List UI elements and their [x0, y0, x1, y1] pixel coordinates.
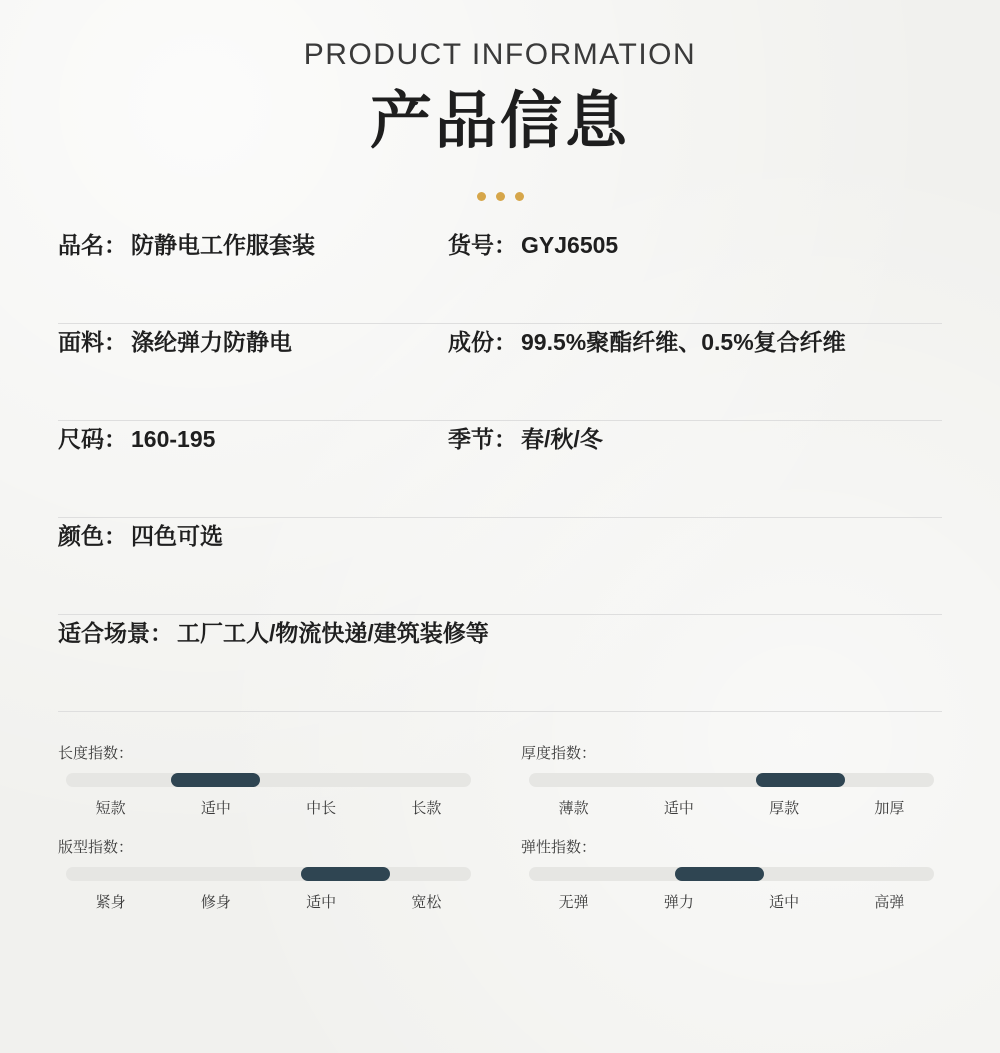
spec-value: GYJ6505 — [521, 232, 619, 259]
index-scale-label: 长款 — [411, 800, 442, 818]
spec-row — [58, 227, 942, 324]
index-scale-label: 适中 — [663, 800, 694, 818]
index-scale-label: 紧身 — [95, 894, 126, 912]
decorative-dots — [0, 192, 1000, 201]
spec-value: 春/秋/冬 — [521, 426, 603, 453]
index-scale-label: 短款 — [95, 800, 126, 818]
spec-cell-left — [58, 227, 448, 260]
spec-row — [58, 421, 942, 518]
index-scale-label: 中长 — [306, 800, 337, 818]
index-label: 长度指数： — [58, 745, 134, 763]
spec-row — [58, 615, 942, 712]
spec-cell-left — [58, 615, 942, 648]
spec-cell-left — [58, 518, 942, 551]
spec-value: 四色可选 — [131, 523, 223, 550]
index-slider-thumb[interactable] — [756, 773, 845, 787]
index-scale-label: 适中 — [769, 894, 800, 912]
index-scale-label: 修身 — [200, 894, 231, 912]
spec-cell-left — [58, 421, 448, 454]
page-title-cn: 产品信息 — [369, 87, 630, 156]
spec-key: 品名： — [58, 232, 127, 259]
index-sliders — [58, 742, 942, 912]
index-scale — [58, 891, 479, 912]
index-scale-label: 宽松 — [411, 894, 442, 912]
index-slider-thumb[interactable] — [171, 773, 260, 787]
index-slider-track[interactable] — [66, 867, 471, 881]
dot-icon — [496, 192, 505, 201]
index-elasticity — [521, 836, 942, 912]
index-label: 厚度指数： — [521, 745, 597, 763]
index-fit — [58, 836, 479, 912]
spec-value: 涤纶弹力防静电 — [131, 329, 292, 356]
index-slider-track[interactable] — [529, 867, 934, 881]
index-slider-thumb[interactable] — [675, 867, 764, 881]
spec-cell-right — [448, 227, 942, 260]
index-scale — [521, 797, 942, 818]
index-scale-label: 加厚 — [874, 800, 905, 818]
spec-list — [58, 227, 942, 712]
spec-key: 成份： — [448, 329, 517, 356]
index-slider-thumb[interactable] — [301, 867, 390, 881]
index-scale-label: 厚款 — [769, 800, 800, 818]
spec-cell-left — [58, 324, 448, 357]
spec-value: 工厂工人/物流快递/建筑装修等 — [177, 620, 489, 647]
dot-icon — [477, 192, 486, 201]
index-scale — [521, 891, 942, 912]
spec-value: 160-195 — [131, 426, 216, 453]
spec-key: 面料： — [58, 329, 127, 356]
index-scale-label: 弹力 — [663, 894, 694, 912]
index-length — [58, 742, 479, 818]
spec-value: 99.5%聚酯纤维、0.5%复合纤维 — [521, 329, 846, 356]
spec-row — [58, 518, 942, 615]
spec-cell-right — [448, 324, 942, 357]
index-scale-label: 适中 — [306, 894, 337, 912]
spec-key: 尺码： — [58, 426, 127, 453]
index-scale-label: 高弹 — [874, 894, 905, 912]
index-scale-label: 薄款 — [558, 800, 589, 818]
spec-cell-right — [448, 421, 942, 454]
index-scale-label: 适中 — [200, 800, 231, 818]
index-slider-track[interactable] — [66, 773, 471, 787]
index-thickness — [521, 742, 942, 818]
spec-row — [58, 324, 942, 421]
page-title-en: PRODUCT INFORMATION — [303, 38, 697, 71]
spec-value: 防静电工作服套装 — [131, 232, 315, 259]
spec-key: 季节： — [448, 426, 517, 453]
dot-icon — [515, 192, 524, 201]
index-slider-track[interactable] — [529, 773, 934, 787]
spec-key: 颜色： — [58, 523, 127, 550]
spec-key: 货号： — [448, 232, 517, 259]
index-scale-label: 无弹 — [558, 894, 589, 912]
spec-key: 适合场景： — [58, 620, 173, 647]
index-scale — [58, 797, 479, 818]
index-label: 版型指数： — [58, 839, 134, 857]
index-label: 弹性指数： — [521, 839, 597, 857]
